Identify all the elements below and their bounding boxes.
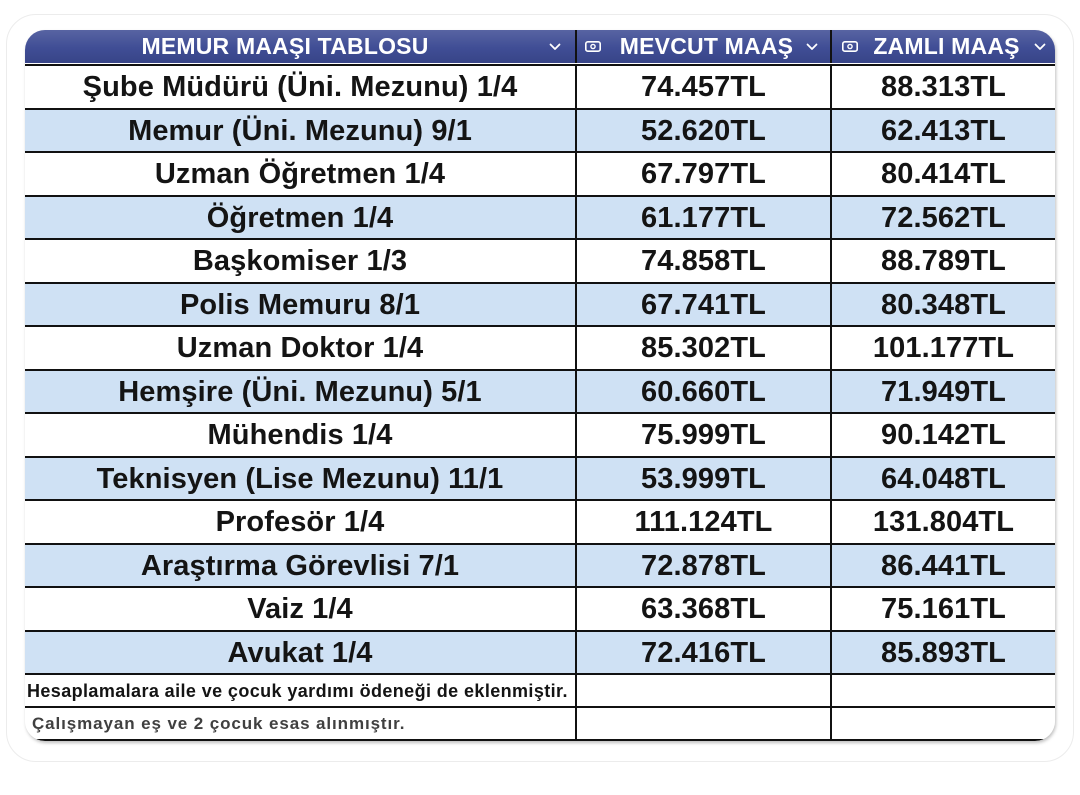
raised-salary-cell: 88.789TL [830, 240, 1055, 282]
salary-table [25, 30, 1055, 741]
current-salary-cell: 67.797TL [575, 153, 830, 195]
raised-salary-cell: 80.348TL [830, 284, 1055, 326]
table-row [25, 327, 1055, 371]
table-notes [25, 675, 1055, 741]
position-cell: Profesör 1/4 [215, 506, 385, 539]
current-salary-cell: 61.177TL [575, 197, 830, 239]
banknote-icon [585, 41, 601, 52]
position-cell: Polis Memuru 8/1 [179, 288, 421, 321]
chevron-down-icon[interactable] [1034, 43, 1046, 51]
table-row [25, 66, 1055, 110]
raised-salary-cell: 85.893TL [830, 632, 1055, 674]
position-cell: Başkomiser 1/3 [192, 245, 408, 278]
table-header [25, 30, 1055, 63]
raised-salary-cell: 64.048TL [830, 458, 1055, 500]
position-cell: Avukat 1/4 [227, 636, 373, 669]
note-empty-cell [575, 708, 830, 739]
position-cell: Teknisyen (Lise Mezunu) 11/1 [96, 462, 504, 495]
position-cell: Memur (Üni. Mezunu) 9/1 [128, 114, 472, 147]
current-salary-cell: 72.416TL [575, 632, 830, 674]
column-header-current-salary[interactable] [575, 30, 830, 63]
table-row [25, 414, 1055, 458]
position-cell: Öğretmen 1/4 [206, 201, 394, 234]
column-header-current-salary-label: MEVCUT MAAŞ [619, 33, 794, 59]
table-row [25, 284, 1055, 328]
current-salary-cell: 67.741TL [575, 284, 830, 326]
raised-salary-cell: 71.949TL [830, 371, 1055, 413]
position-cell: Şube Müdürü (Üni. Mezunu) 1/4 [82, 71, 518, 104]
position-cell: Araştırma Görevlisi 7/1 [140, 549, 460, 582]
table-row [25, 371, 1055, 415]
note-empty-cell [830, 675, 1055, 706]
table-row [25, 458, 1055, 502]
raised-salary-cell: 75.161TL [830, 588, 1055, 630]
note-empty-cell [830, 708, 1055, 739]
position-cell: Hemşire (Üni. Mezunu) 5/1 [118, 375, 482, 408]
table-row [25, 632, 1055, 676]
column-header-position[interactable] [25, 30, 575, 63]
current-salary-cell: 60.660TL [575, 371, 830, 413]
chevron-down-icon[interactable] [806, 43, 818, 51]
current-salary-cell: 53.999TL [575, 458, 830, 500]
note-text: Hesaplamalara aile ve çocuk yardımı ödeneği de eklenmiştir. [27, 680, 568, 701]
raised-salary-cell: 90.142TL [830, 414, 1055, 456]
current-salary-cell: 63.368TL [575, 588, 830, 630]
table-row [25, 545, 1055, 589]
table-row [25, 110, 1055, 154]
table-row [25, 153, 1055, 197]
position-cell: Uzman Doktor 1/4 [176, 332, 424, 365]
current-salary-cell: 72.878TL [575, 545, 830, 587]
column-header-raised-salary-label: ZAMLI MAAŞ [873, 33, 1020, 59]
current-salary-cell: 52.620TL [575, 110, 830, 152]
note-text: Çalışmayan eş ve 2 çocuk esas alınmıştır. [32, 714, 406, 733]
raised-salary-cell: 62.413TL [830, 110, 1055, 152]
current-salary-cell: 74.457TL [575, 66, 830, 108]
position-cell: Uzman Öğretmen 1/4 [154, 158, 446, 191]
note-row [25, 708, 1055, 741]
banknote-icon [842, 41, 858, 52]
table-row [25, 588, 1055, 632]
raised-salary-cell: 131.804TL [830, 501, 1055, 543]
table-row [25, 501, 1055, 545]
note-empty-cell [575, 675, 830, 706]
table-body [25, 64, 1055, 675]
current-salary-cell: 111.124TL [575, 501, 830, 543]
table-row [25, 240, 1055, 284]
raised-salary-cell: 88.313TL [830, 66, 1055, 108]
chevron-down-icon[interactable] [549, 43, 561, 51]
column-header-position-label: MEMUR MAAŞI TABLOSU [141, 33, 429, 59]
raised-salary-cell: 80.414TL [830, 153, 1055, 195]
raised-salary-cell: 101.177TL [830, 327, 1055, 369]
current-salary-cell: 85.302TL [575, 327, 830, 369]
raised-salary-cell: 72.562TL [830, 197, 1055, 239]
current-salary-cell: 74.858TL [575, 240, 830, 282]
current-salary-cell: 75.999TL [575, 414, 830, 456]
position-cell: Vaiz 1/4 [247, 593, 353, 626]
note-row [25, 675, 1055, 708]
column-header-raised-salary[interactable] [830, 30, 1055, 63]
raised-salary-cell: 86.441TL [830, 545, 1055, 587]
position-cell: Mühendis 1/4 [207, 419, 393, 452]
table-row [25, 197, 1055, 241]
